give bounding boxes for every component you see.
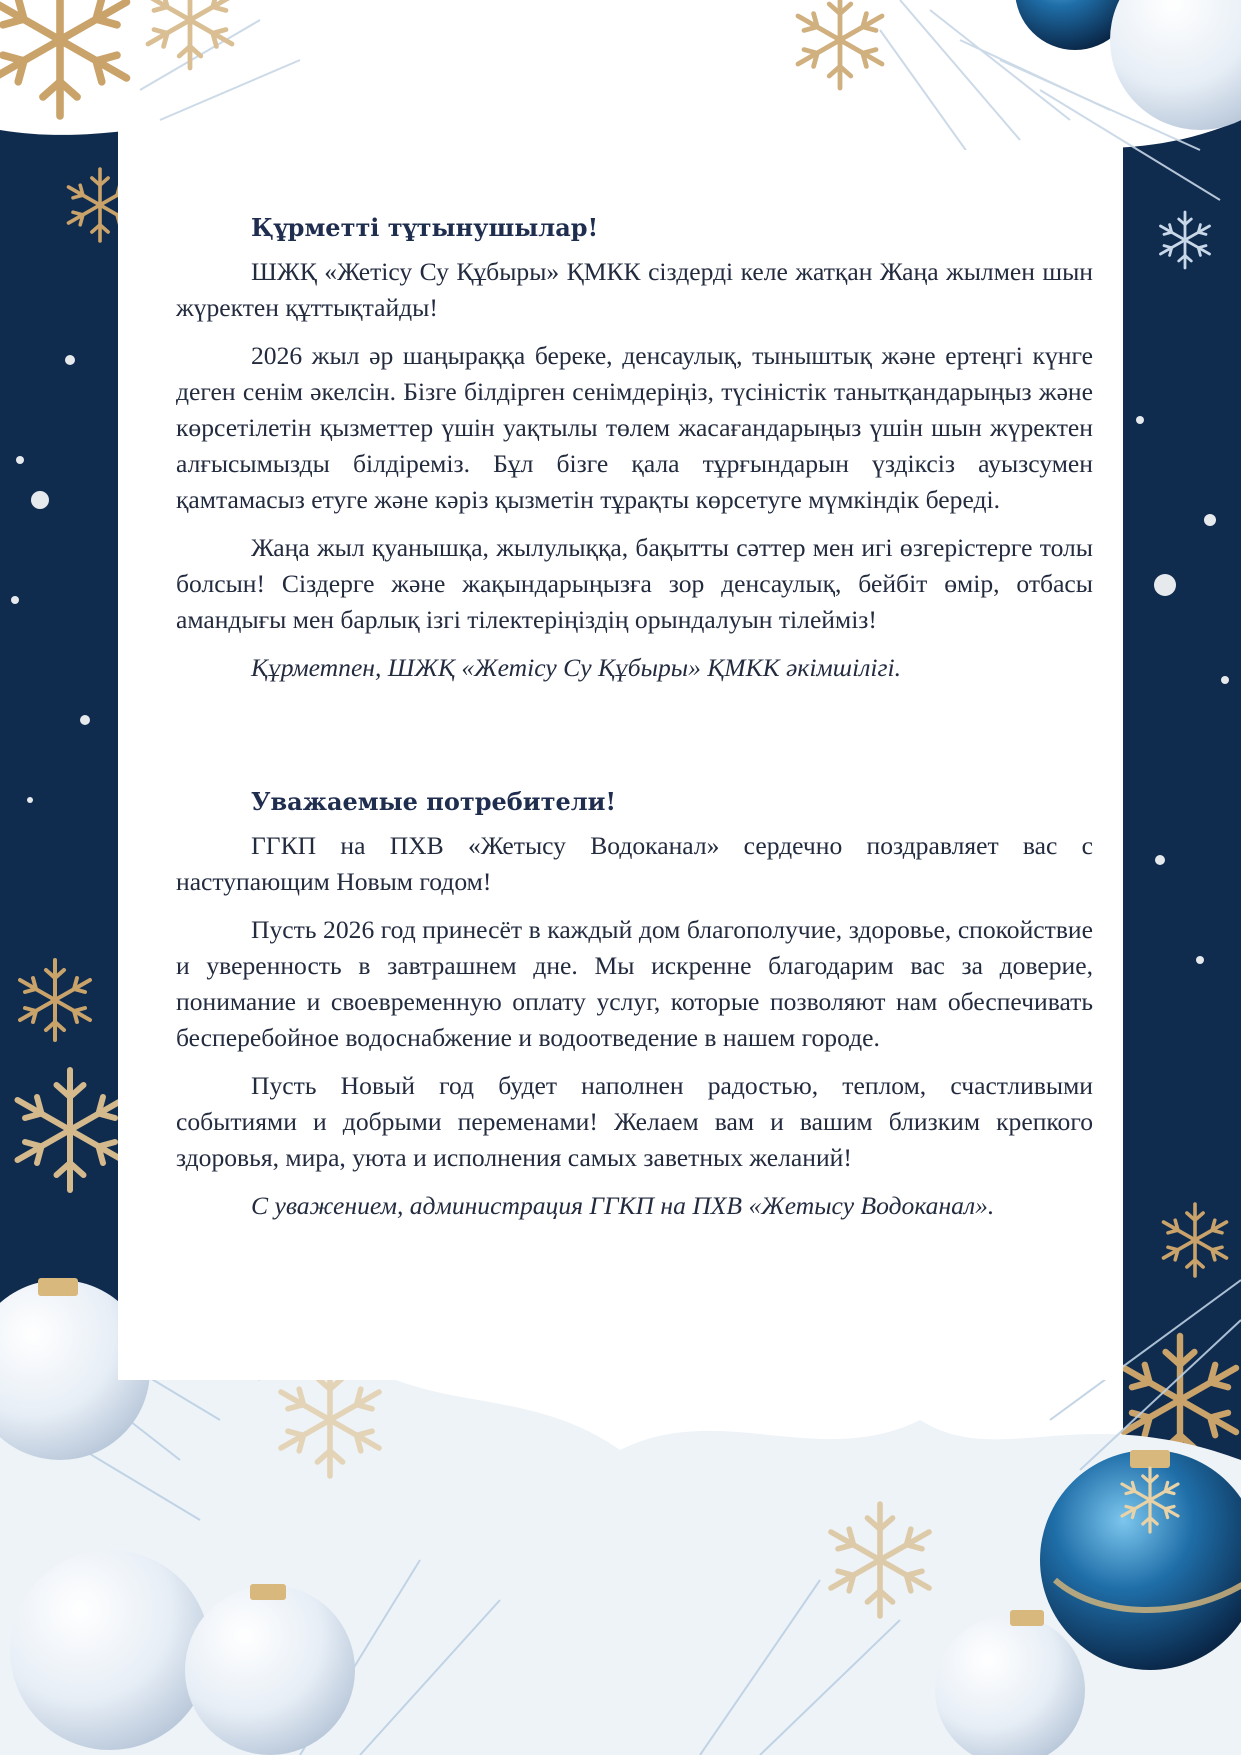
russian-paragraph-3: Пусть Новый год будет наполнен радостью, теплом, счастливыми событиями и добрыми переменами! Желаем вам и вашим близким крепкого здоровья, мира, уюта и исполнения самых заветных желаний! xyxy=(176,1071,1093,1172)
kazakh-paragraph-1: ШЖҚ «Жетісу Су Құбыры» ҚМКК сіздерді келе жатқан Жаңа жылмен шын жүректен құттықтайды! xyxy=(176,257,1093,322)
russian-section xyxy=(176,784,1093,1224)
russian-paragraph-2: Пусть 2026 год принесёт в каждый дом благополучие, здоровье, спокойствие и уверенность в завтрашнем дне. Мы искренне благодарим вас за доверие, понимание и своевременную оплату услуг, которые позволяют нам обеспечивать бесперебойное водоснабжение и водоотведение в нашем городе. xyxy=(176,915,1093,1052)
greeting-letter xyxy=(176,210,1093,1224)
russian-paragraph-1: ГГКП на ПХВ «Жетысу Водоканал» сердечно поздравляет вас с наступающим Новым годом! xyxy=(176,831,1093,896)
russian-heading: Уважаемые потребители! xyxy=(251,787,616,816)
kazakh-section xyxy=(176,210,1093,686)
kazakh-signature: Құрметпен, ШЖҚ «Жетісу Су Құбыры» ҚМКК әкімшілігі. xyxy=(251,653,901,682)
kazakh-heading: Құрметті тұтынушылар! xyxy=(251,213,599,242)
kazakh-paragraph-3: Жаңа жыл қуанышқа, жылулыққа, бақытты сәттер мен игі өзгерістерге толы болсын! Сіздерге және жақындарыңызға зор денсаулық, бейбіт өмір, отбасы амандығы мен барлық ізгі тілектеріңіздің орындалуын тілейміз! xyxy=(176,533,1093,634)
russian-signature: С уважением, администрация ГГКП на ПХВ «Жетысу Водоканал». xyxy=(251,1191,995,1220)
kazakh-paragraph-2: 2026 жыл әр шаңыраққа береке, денсаулық, тыныштық және ертеңгі күнге деген сенім әкелсін. Бізге білдірген сенімдеріңіз, түсіністік танытқандарыңыз және көрсетілетін қызметтер үшін уақтылы төлем жасағандарыңыз үшін шын жүректен алғысымызды білдіреміз. Бұл бізге қала тұрғындарын үздіксіз ауызсумен қамтамасыз етуге және кәріз қызметін тұрақты көрсетуге мүмкіндік береді. xyxy=(176,341,1093,514)
